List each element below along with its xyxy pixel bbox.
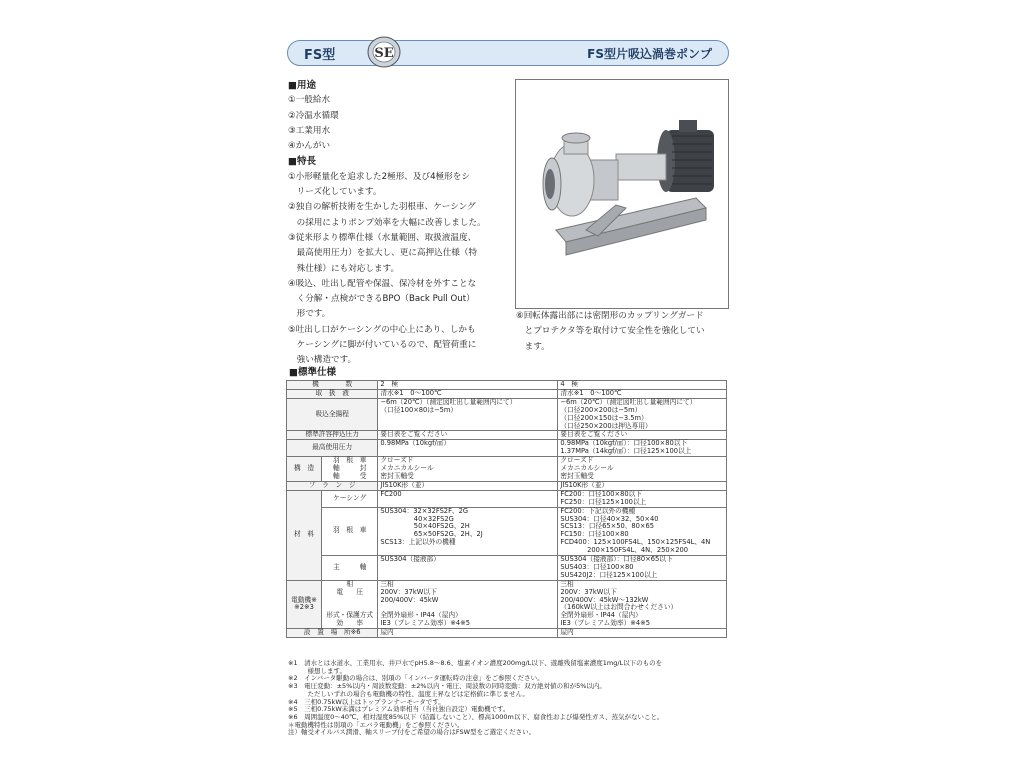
motor-note: ※2※3 (294, 603, 314, 612)
cell-4pole: JIS10K形（並） (558, 481, 727, 490)
feature-line: の採用によりポンプ効率を大幅に改善しました。 (288, 217, 486, 228)
footnote: ※1 清水とは水道水、工業用水、井戸水でpH5.8～8.6、塩素イオン濃度200mg/L以下、遊離残留塩素濃度1mg/L以下のものを (288, 659, 663, 667)
table-row (287, 629, 727, 638)
sub-label: 軸 封 (332, 464, 367, 473)
feature-line: ①小形軽量化を追求した2極形、及び4極形をシ (288, 171, 470, 182)
feature-line: く分解・点検ができるBPO（Back Pull Out） (288, 294, 475, 305)
row-label: 最高使用圧力 (287, 440, 378, 457)
cell-2pole (378, 440, 558, 457)
cell-line: （口径200×200は−5m） (560, 405, 642, 414)
footnote: ただしいずれの場合も電動機の特性、温度上昇などは定格値に準じません。 (288, 689, 529, 698)
footnote: 様想します。 (288, 666, 346, 675)
cell-4pole: 清水※1 0～100℃ (558, 389, 727, 398)
table-row (287, 507, 727, 555)
sub-label: 羽 根 車 (322, 507, 378, 555)
cell-line: FC200 (380, 489, 402, 498)
cell-line: （口径200×150は−3.5m） (560, 413, 648, 422)
cell-line: 1.37MPa（14kgf/㎠）：口径125×100以上 (560, 447, 692, 456)
cell-line: 200/400V：45kW (380, 595, 439, 604)
cell-line: SCS13：上記以外の機種 (380, 538, 456, 547)
row-label: フ ラ ン ジ (287, 481, 378, 490)
row-label (287, 580, 322, 628)
footnote: ※4 三相0.75kW以上はトップランナーモータです。 (288, 697, 445, 706)
table-row (287, 440, 727, 457)
footnote: ※5 三相0.75kW未満はプレミアム効率相当（当社独自設定）電動機です。 (288, 705, 510, 714)
cell-line: 200/400V：45kW～132kW (560, 595, 649, 604)
cell-line: 0.98MPa（10kgf/㎠）：口径100×80以下 (560, 439, 688, 448)
feature-line: とプロテクタ等を取付けて安全性を強化してい (516, 326, 705, 337)
cell-line: 200×150FS4L、4N、250×200 (560, 546, 688, 555)
cell-4pole (558, 490, 727, 507)
uses-heading: ■用途 (288, 80, 316, 91)
sub-label: 電 圧 (336, 587, 364, 596)
sub-label: 主 軸 (322, 556, 378, 581)
cell-2pole (378, 556, 558, 581)
use-item: ②冷温水循環 (288, 110, 339, 121)
cell-2pole: 要目表をご覧ください (378, 431, 558, 440)
cell-2pole (378, 457, 558, 482)
cell-line: メカニカルシール (380, 464, 434, 473)
motor-label: 電動機※ (291, 595, 317, 604)
cell-4pole (558, 556, 727, 581)
cell-line: 全閉外扇形・IP44（屋内） (560, 611, 642, 620)
header-banner (287, 40, 729, 66)
cell-line: SUS420J2：口径125×100以上 (560, 570, 658, 579)
cell-4pole: 屋内 (558, 629, 727, 638)
cell-line: 全閉外扇形・IP44（屋内） (380, 611, 462, 620)
cell-2pole (378, 580, 558, 628)
sub-labels (322, 457, 378, 482)
cell-4pole (558, 440, 727, 457)
footnote: ＊電動機特性は別項の「エバラ電動機」をご参照ください。 (288, 720, 464, 729)
use-item: ③工業用水 (288, 125, 331, 136)
table-row (287, 490, 727, 507)
cell-4pole (558, 507, 727, 555)
cell-line: 三相 (560, 579, 574, 588)
cell-line: FC200：下記以外の機種 (560, 506, 636, 515)
feature-line: 強い構造です。 (288, 355, 357, 366)
cell-line: 0.98MPa（10kgf/㎠） (380, 439, 451, 448)
page-title: FS型片吸込渦巻ポンプ (587, 47, 712, 61)
cell-line: SUS304：口径40×32、50×40 (560, 514, 659, 523)
footnote: ※2 インバータ駆動の場合は、別項の「インバータ運転時の注意」をご参照ください。 (288, 674, 544, 683)
cell-4pole (558, 580, 727, 628)
cell-line: 40×32FS2G (380, 514, 454, 523)
sub-label: 相 (346, 579, 354, 588)
row-label: 標準許容押込圧力 (287, 431, 378, 440)
cell-line: IE3（プレミアム効率）※4※5 (560, 619, 650, 628)
cell-line: 密封玉軸受 (380, 471, 414, 480)
row-label: 吸込全揚程 (287, 398, 378, 431)
cell-line: （160kW以上はお問合わせください） (560, 603, 678, 612)
feature-line: ます。 (516, 341, 550, 352)
cell-line: メカニカルシール (560, 464, 614, 473)
cell-line: クローズド (560, 456, 594, 465)
left-column (288, 78, 503, 369)
cell-2pole (378, 398, 558, 431)
table-row (287, 481, 727, 490)
sub-label: ケーシング (322, 490, 378, 507)
cell-2pole: JIS10K形（並） (378, 481, 558, 490)
row-label: 取 扱 液 (287, 389, 378, 398)
cell-4pole: 4 極 (558, 381, 727, 390)
feature-line: ②独自の解析技術を生かした羽根車、ケーシング (288, 202, 476, 213)
cell-line: FC200：口径100×80以下 (560, 489, 642, 498)
use-item: ④かんがい (288, 141, 331, 152)
feature-line: 形です。 (288, 309, 331, 320)
cell-line: FCD400：125×100FS4L、150×125FS4L、4N (560, 538, 711, 547)
cell-line: SUS403：口径100×80 (560, 562, 634, 571)
pump-illustration (516, 80, 728, 308)
cell-line: 200V：37kW以下 (560, 587, 617, 596)
feature-line: ケーシングに脚が付いているので、配管荷重に (288, 340, 477, 351)
cell-line: FC250：口径125×100以上 (560, 497, 647, 506)
features-heading: ■特長 (288, 156, 316, 168)
feature-line: 殊仕様）にも対応します。 (288, 263, 400, 274)
footnotes (288, 660, 728, 737)
cell-2pole (378, 507, 558, 555)
sub-label: 軸 受 (332, 471, 367, 480)
cell-line: 200V：37kW以下 (380, 587, 437, 596)
row-label: 構 造 (287, 457, 322, 482)
footnote: 注）軸受オイルバス潤滑、軸スリーブ付をご希望の場合はFSW型をご選定ください。 (288, 728, 536, 737)
cell-line: 50×40FS2G、2H (380, 522, 470, 531)
cell-line: （口径100×80は−5m） (380, 405, 458, 414)
row-label: 設 置 場 所※6 (287, 629, 378, 638)
feature-line: ⑤吐出し口がケーシングの中心上にあり、しかも (288, 324, 476, 335)
cell-line: 密封玉軸受 (560, 471, 594, 480)
cell-line: IE3（プレミアム効率）※4※5 (380, 619, 470, 628)
sub-label: 効 率 (336, 619, 364, 628)
row-label: 材 料 (287, 490, 322, 580)
feature-line: ④吸込、吐出し配管や保温、保冷材を外すことな (288, 278, 477, 289)
sub-labels (322, 580, 378, 628)
feature-line: 最高使用圧力）を拡大し、更に高押込仕様（特 (288, 248, 478, 259)
cell-2pole: 清水※1 0～100℃ (378, 389, 558, 398)
cell-line: FC150：口径100×80 (560, 530, 629, 539)
table-row (287, 580, 727, 628)
table-row (287, 381, 727, 390)
cell-line: （口径250×200は押込専用） (560, 421, 652, 430)
use-item: ①一般給水 (288, 95, 331, 106)
cell-line: SUS304（接液部）：口径80×65以下 (560, 555, 673, 564)
cell-line: SUS304：32×32FS2F、2G (380, 506, 469, 515)
cell-2pole: 2 極 (378, 381, 558, 390)
table-row (287, 556, 727, 581)
pump-photo (515, 79, 729, 309)
cell-4pole (558, 457, 727, 482)
row-label: 機 数 (287, 381, 378, 390)
table-row (287, 457, 727, 482)
table-row (287, 389, 727, 398)
cell-line: 三相 (380, 579, 394, 588)
footnote: ※3 電圧変動：±5%以内・周波数変動：±2%以内・電圧、周波数の同時変動：双方絶対値の和が5%以内。 (288, 682, 606, 691)
spec-table (286, 380, 727, 638)
cell-line: −6m（20℃）（測定図吐出し量範囲内にて） (380, 397, 517, 406)
sub-label: 羽 根 車 (332, 456, 367, 465)
cell-2pole: 屋内 (378, 629, 558, 638)
feature-line: ③従来形より標準仕様（水量範囲、取扱液温度、 (288, 232, 477, 243)
feature-line: リーズ化しています。 (288, 187, 382, 198)
footnote: ※6 周囲温度0～40℃、相対湿度85%以下（結露しないこと）、標高1000m以下、腐食性および爆発性ガス、蒸気がないこと。 (288, 712, 664, 721)
cell-line: 65×50FS2G、2H、2J (380, 530, 483, 539)
feature-line: ⑥回転体露出部には密閉形のカップリングガード (516, 311, 704, 321)
cell-4pole: 要目表をご覧ください (558, 431, 727, 440)
cell-4pole (558, 398, 727, 431)
sub-label: 形式・保護方式 (326, 611, 374, 620)
model-label: FS型 (304, 48, 336, 63)
cell-2pole (378, 490, 558, 507)
cell-line: SCS13：口径65×50、80×65 (560, 522, 655, 531)
logo-text: SE (374, 46, 394, 61)
table-row (287, 398, 727, 431)
right-feature (516, 309, 731, 355)
cell-line: −6m（20℃）（測定図吐出し量範囲内にて） (560, 397, 697, 406)
cell-line: SUS304（接液部） (380, 555, 440, 564)
cell-line: クローズド (380, 456, 414, 465)
spec-heading: ■標準仕様 (289, 367, 336, 378)
se-logo (366, 35, 402, 69)
sub-label-spacer (324, 597, 375, 605)
